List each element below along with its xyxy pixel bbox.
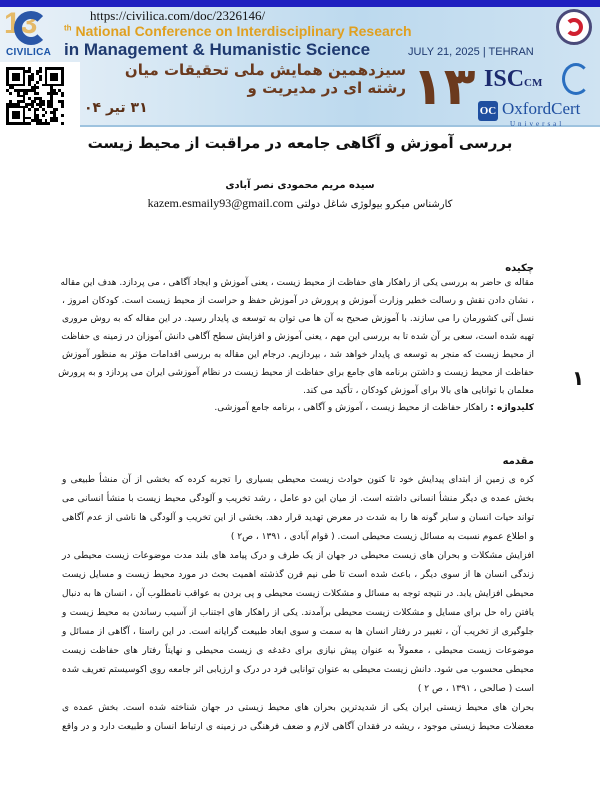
top-bar [0, 0, 600, 7]
civilica-c-icon [14, 11, 48, 45]
conference-number-fa: ۱۳ [412, 57, 476, 117]
keywords-label: کلیدواژه : [490, 403, 534, 413]
abstract-line: مقاله ی حاضر به بررسی یکی از راهکار های حفاظت از محیط زیست ، یعنی آموزش و ایجاد آگاهی ، می پردازد. هدف این مقاله [60, 278, 534, 288]
keywords-text: راهکار حفاظت از محیط زیست ، آموزش و آگاهی ، برنامه جامع آموزشی. [214, 403, 488, 413]
affiliation-text: کارشناس میکرو بیولوژی شاغل دولتی [296, 199, 453, 210]
oxfordcert-logo-text: OxfordCert [502, 99, 581, 118]
conference-date-en: JULY 21, 2025 | TEHRAN [408, 46, 534, 58]
qr-module [61, 122, 64, 125]
lightbulb-logo-icon [562, 63, 590, 95]
isc-logo [484, 65, 542, 97]
intro-line: محیطی محسوب می شود. دانش زیست محیطی به عنوان توانایی فرد در درک و ارزیابی اثر جامعه روی اکوسیستم تعریف شده [62, 665, 534, 675]
isc-logo-text: ISC [484, 66, 525, 92]
intro-line: موضوعات زیست محیطی ، معمولاً به عنوان پیش نیازی برای دغدغه ی زیست محیطی و نهایتاً رفتار های حفاظت زیست [62, 646, 534, 656]
abstract-line: تهیه شده است، سعی بر آن شده تا به بررسی این مهم ، یعنی آموزش و افزایش سطح آگاهی دانش آموزان در زمینه ی حفاظت [61, 332, 534, 342]
abstract-line: از محیط زیست که منجر به توسعه ی پایدار خواهد شد ، بپردازیم. درجام این مقاله به بررسی اقدامات مؤثر به منظور آموزش [62, 350, 534, 360]
ordinal-suffix: th [64, 23, 72, 33]
oxford-logo-icon: OC [478, 101, 498, 121]
civilica-logo[interactable] [4, 7, 62, 63]
source-url-link[interactable]: https://civilica.com/doc/2326146/ [90, 8, 266, 23]
conference-title-en-line1 [64, 23, 412, 40]
intro-line: افزایش مشکلات و بحران های زیست محیطی در جهان از یک طرف و درک پیامد های بلند مدت موضوعات زیست محیطی در [62, 551, 534, 561]
author-affiliation [0, 196, 600, 212]
intro-line: بخش عمده ی دیگر منشأ انسانی داشته است. از میان این دو عامل ، رشد تخریب و آلودگی محیط زیست با منشأ انسانی می [62, 494, 534, 504]
intro-line: تواند حیات انسان و سایر گونه ها را به شدت در معرض تهدید قرار دهد. بخشی از این تخریب و آلودگی ها ناشی از عدم آگاهی [62, 513, 534, 523]
intro-line: جلوگیری از تخریب آن ، تغییر در رفتار انسان ها به سمت و سوی ابعاد طبیعت گرایانه است. در این راستا ، آگاهی از مسائل و [62, 627, 534, 637]
paper-title: بررسی آموزش و آگاهی جامعه در مراقبت از محیط زیست [87, 134, 513, 152]
abstract-body [58, 274, 534, 416]
abstract-line: حفاظت از محیط زیست و داشتن برنامه های جامع برای حفاظت از محیط زیست در نظام آموزشی ایران می پردازد و به پرورش [58, 368, 534, 378]
introduction-body [62, 471, 534, 737]
introduction-heading: مقدمه [502, 456, 534, 467]
intro-line: است ( صالحی ، ۱۳۹۱ ، ص ۲ ) [417, 684, 534, 694]
conference-title-en-line2: in Management & Humanistic Science [64, 40, 371, 59]
author-email[interactable]: kazem.esmaily93@gmail.com [147, 196, 294, 210]
conference-title-fa: سیزدهمین همایش ملی تحقیقات میان رشته ای در مدیریت و [124, 61, 406, 97]
intro-line: بحران های محیط زیستی ایران یکی از شدیدترین بحران های محیط زیستی در جهان شناخته شده است. بخش عمده ی [62, 703, 534, 713]
qr-code[interactable] [6, 67, 64, 125]
intro-line: محیطی افزایش یابد. در نتیجه توجه به مسائل و مشکلات زیست محیطی و پی بردن به عواقب نامطلوب آن ، انسان ها به دنبال [62, 589, 534, 599]
page-number: ۱ [572, 366, 585, 390]
civilica-logo-text: CIVILICA [6, 47, 52, 58]
intro-line: یافتن راه حل برای مسایل و مشکلات زیست محیطی برآمدند. یکی از راهکار های اجتناب از آسیب رساندن به محیط زیست و [62, 608, 534, 618]
abstract-line: ، نشان دادن نقش و رسالت خطیر وزارت آموزش و پرورش در آموزش حفظ و حراست از محیط زیست است. کودکان امروز ، [62, 296, 534, 306]
keywords [62, 400, 534, 416]
intro-line: زندگی انسان ها از سوی دیگر ، باعث شده است تا طی نیم قرن گذشته اهمیت بحث در مورد محیط زیست و مسایل زیست [62, 570, 534, 580]
author-name: سیده مریم محمودی نصر آبادی [225, 180, 375, 191]
oxfordcert-logo-sub: Universal [510, 120, 565, 128]
conference-date-fa: ۳۱ تیر ۰۴ [84, 100, 148, 116]
abstract-line: معلمان با توانایی های بالا برای آموزش کودکان ، تأکید می کند. [303, 386, 534, 396]
intro-line: معضلات محیط زیستی موجود ، ریشه در فقدان آگاهی لازم و ضعف فرهنگی در زمینه ی ارتباط انسان و طبیعت دارد و در واقع [62, 722, 534, 732]
intro-line: کره ی زمین از ابتدای پیدایش خود تا کنون حوادث زیست محیطی بسیاری را تجربه کرده که بخشی از آن منشأ طبیعی و [62, 475, 534, 485]
intro-line: و اطلاع عموم نسبت به مسائل زیست محیطی است. ( قوام آبادی ، ۱۳۹۱ ، ص۲ ) [230, 532, 534, 542]
abstract-heading: چکیده [505, 263, 534, 274]
conference-banner [0, 7, 600, 127]
abstract-line: نسل آتی کشورمان را می سازند. با آموزش صحیح به آن ها می توان به توسعه ی پایدار رسید. در این مقاله که به روش مروری [62, 314, 534, 324]
research-institute-seal-icon [556, 9, 592, 45]
isc-logo-sub: CM [524, 77, 543, 89]
conference-number-watermark: 13 [4, 7, 38, 40]
conference-title-en-text: National Conference on Interdisciplinary Research [75, 23, 412, 39]
